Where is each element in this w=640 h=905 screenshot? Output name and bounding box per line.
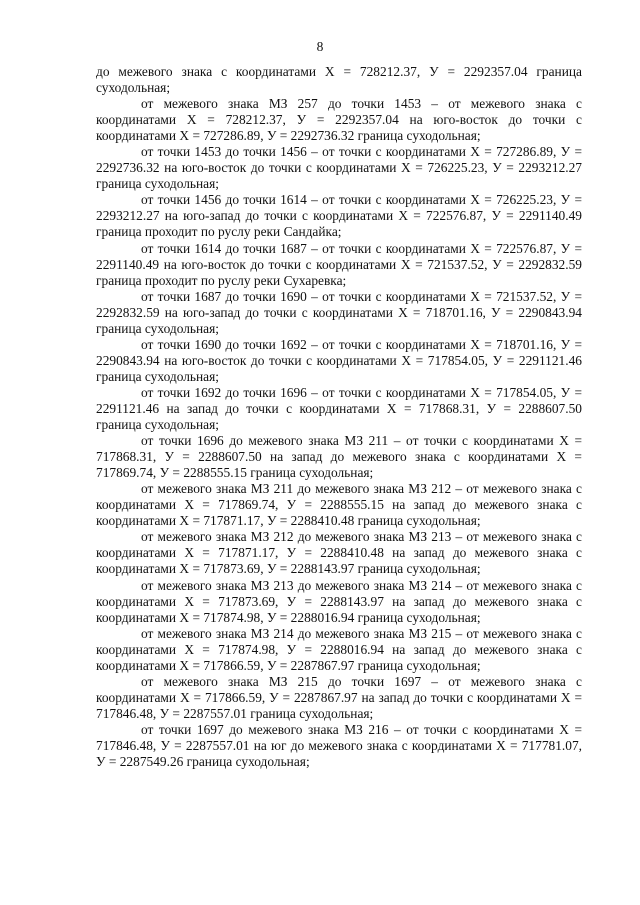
paragraph: от межевого знака МЗ 212 до межевого знака МЗ 213 – от межевого знака с координатами Х = 717871.17, У = 2288410.48 на запад до межевого знака с координатами Х = 717873.69, У = 2288143.97 граница суходольная; (96, 529, 582, 577)
paragraph: от точки 1456 до точки 1614 – от точки с координатами Х = 726225.23, У = 2293212.27 на юго-запад до точки с координатами Х = 722576.87, У = 2291140.49 граница проходит по руслу реки Сандайка; (96, 192, 582, 240)
paragraph: от межевого знака МЗ 214 до межевого знака МЗ 215 – от межевого знака с координатами Х = 717874.98, У = 2288016.94 на запад до межевого знака с координатами Х = 717866.59, У = 2287867.97 граница суходольная; (96, 625, 582, 673)
paragraph: от точки 1696 до межевого знака МЗ 211 – от точки с координатами Х = 717868.31, У = 2288607.50 на запад до межевого знака с координатами Х = 717869.74, У = 2288555.15 граница суходольная; (96, 433, 582, 481)
paragraph: от точки 1697 до межевого знака МЗ 216 – от точки с координатами Х = 717846.48, У = 2287557.01 на юг до межевого знака с координатами Х = 717781.07, У = 2287549.26 граница суходольная; (96, 721, 582, 770)
paragraph: от точки 1690 до точки 1692 – от точки с координатами Х = 718701.16, У = 2290843.94 на юго-восток до точки с координатами Х = 717854.05, У = 2291121.46 граница суходольная; (96, 336, 582, 384)
paragraph: от точки 1453 до точки 1456 – от точки с координатами Х = 727286.89, У = 2292736.32 на юго-восток до точки с координатами Х = 726225.23, У = 2293212.27 граница суходольная; (96, 144, 582, 192)
paragraph: от точки 1614 до точки 1687 – от точки с координатами Х = 722576.87, У = 2291140.49 на юго-восток до точки с координатами Х = 721537.52, У = 2292832.59 граница проходит по руслу реки Сухаревка; (96, 240, 582, 288)
paragraph: от межевого знака МЗ 211 до межевого знака МЗ 212 – от межевого знака с координатами Х = 717869.74, У = 2288555.15 на запад до межевого знака с координатами Х = 717871.17, У = 2288410.48 граница суходольная; (96, 481, 582, 529)
page-number: 8 (316, 39, 324, 54)
paragraph: от межевого знака МЗ 215 до точки 1697 – от межевого знака с координатами Х = 717866.59, У = 2287867.97 на запад до точки с координатами Х = 717846.48, У = 2287557.01 граница суходольная; (96, 673, 582, 721)
paragraph: до межевого знака с координатами Х = 728212.37, У = 2292357.04 граница суходольная; (96, 64, 582, 96)
document-body (96, 64, 582, 770)
paragraph: от межевого знака МЗ 257 до точки 1453 – от межевого знака с координатами Х = 728212.37, У = 2292357.04 на юго-восток до точки с координатами Х = 727286.89, У = 2292736.32 граница суходольная; (96, 96, 582, 144)
paragraph: от точки 1692 до точки 1696 – от точки с координатами Х = 717854.05, У = 2291121.46 на запад до точки с координатами Х = 717868.31, У = 2288607.50 граница суходольная; (96, 384, 582, 433)
paragraph: от точки 1687 до точки 1690 – от точки с координатами Х = 721537.52, У = 2292832.59 на юго-запад до точки с координатами Х = 718701.16, У = 2290843.94 граница суходольная; (96, 288, 582, 336)
paragraph: от межевого знака МЗ 213 до межевого знака МЗ 214 – от межевого знака с координатами Х = 717873.69, У = 2288143.97 на запад до межевого знака с координатами Х = 717874.98, У = 2288016.94 граница суходольная; (96, 577, 582, 625)
